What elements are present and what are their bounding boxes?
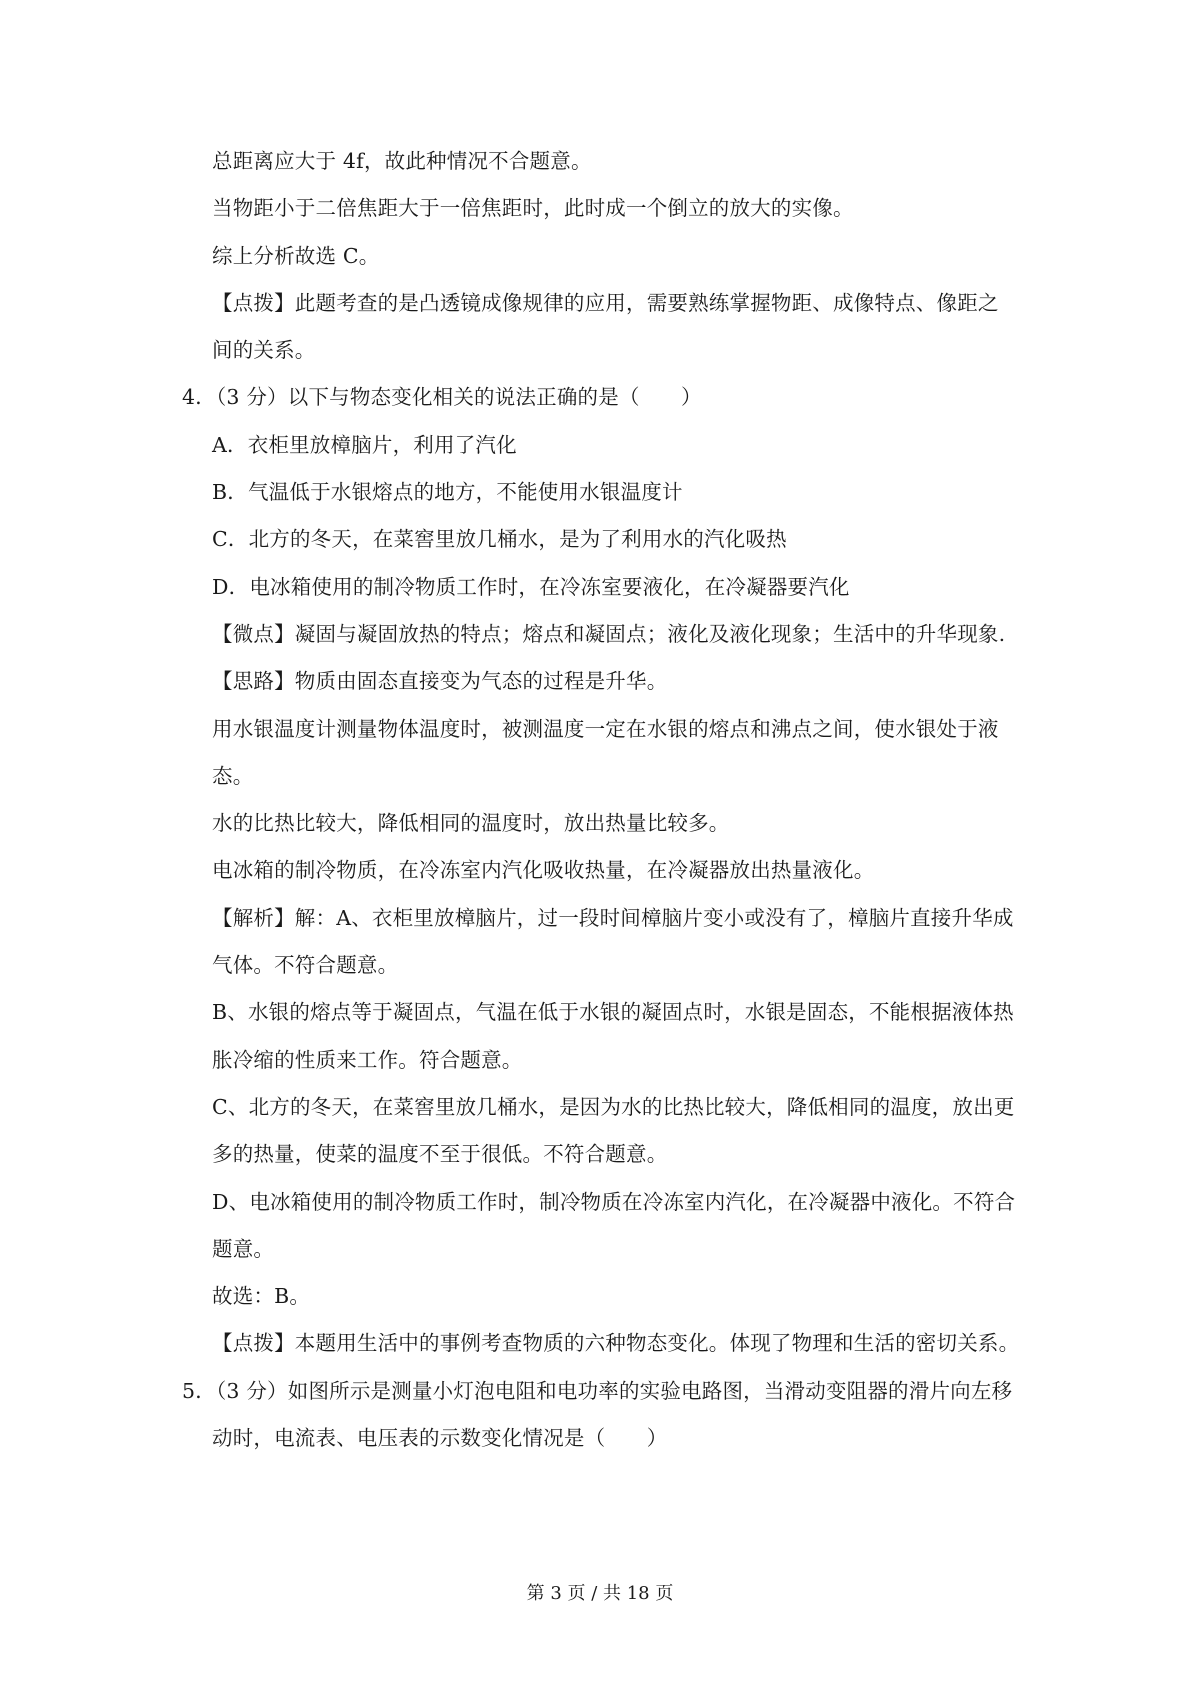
text-line: 胀冷缩的性质来工作。符合题意。 xyxy=(212,1047,523,1072)
analysis-paragraph: 【解析】解：A、衣柜里放樟脑片，过一段时间樟脑片变小或没有了，樟脑片直接升华成 xyxy=(212,905,1014,930)
text-line: 总距离应大于 4f，故此种情况不合题意。 xyxy=(212,149,592,173)
text-line: 当物距小于二倍焦距大于一倍焦距时，此时成一个倒立的放大的实像。 xyxy=(212,196,854,221)
option-d: D．电冰箱使用的制冷物质工作时，在冷冻室要液化，在冷凝器要汽化 xyxy=(212,574,850,599)
tip-paragraph: 【点拨】此题考查的是凸透镜成像规律的应用，需要熟练掌握物距、成像特点、像距之 xyxy=(212,290,999,315)
text-line: 综上分析故选 C。 xyxy=(212,243,380,268)
option-b: B．气温低于水银熔点的地方，不能使用水银温度计 xyxy=(212,480,683,505)
text-line: 态。 xyxy=(212,763,254,788)
knowledge-point: 【微点】凝固与凝固放热的特点；熔点和凝固点；液化及液化现象；生活中的升华现象. xyxy=(212,621,1006,646)
text-line: 多的热量，使菜的温度不至于很低。不符合题意。 xyxy=(212,1142,668,1167)
text-line: 题意。 xyxy=(212,1236,275,1261)
text-line: 水的比热比较大，降低相同的温度时，放出热量比较多。 xyxy=(212,811,730,836)
text-line: 电冰箱的制冷物质，在冷冻室内汽化吸收热量，在冷凝器放出热量液化。 xyxy=(212,858,875,883)
option-c: C．北方的冬天，在菜窖里放几桶水，是为了利用水的汽化吸热 xyxy=(212,527,787,552)
text-line: 用水银温度计测量物体温度时，被测温度一定在水银的熔点和沸点之间，使水银处于液 xyxy=(212,716,999,741)
text-line: 间的关系。 xyxy=(212,338,316,363)
text-line: 动时，电流表、电压表的示数变化情况是（ ） xyxy=(212,1426,668,1451)
text-line: D、电冰箱使用的制冷物质工作时，制冷物质在冷冻室内汽化，在冷凝器中液化。不符合 xyxy=(212,1189,1016,1214)
tip-paragraph: 【点拨】本题用生活中的事例考查物质的六种物态变化。体现了物理和生活的密切关系。 xyxy=(212,1331,1020,1356)
page-content xyxy=(182,146,1042,1470)
answer-line: 故选：B。 xyxy=(212,1284,311,1309)
question-5-title: 5．（3 分）如图所示是测量小灯泡电阻和电功率的实验电路图，当滑动变阻器的滑片向左移 xyxy=(182,1378,1013,1403)
text-line: B、水银的熔点等于凝固点，气温在低于水银的凝固点时，水银是固态，不能根据液体热 xyxy=(212,1000,1014,1025)
text-line: C、北方的冬天，在菜窖里放几桶水，是因为水的比热比较大，降低相同的温度，放出更 xyxy=(212,1094,1015,1119)
option-a: A．衣柜里放樟脑片，利用了汽化 xyxy=(212,432,517,457)
page-footer: 第 3 页 / 共 18 页 xyxy=(526,1583,674,1604)
question-4-title: 4．（3 分）以下与物态变化相关的说法正确的是（ ） xyxy=(182,385,702,410)
text-line: 气体。不符合题意。 xyxy=(212,953,399,978)
approach-paragraph: 【思路】物质由固态直接变为气态的过程是升华。 xyxy=(212,669,668,694)
